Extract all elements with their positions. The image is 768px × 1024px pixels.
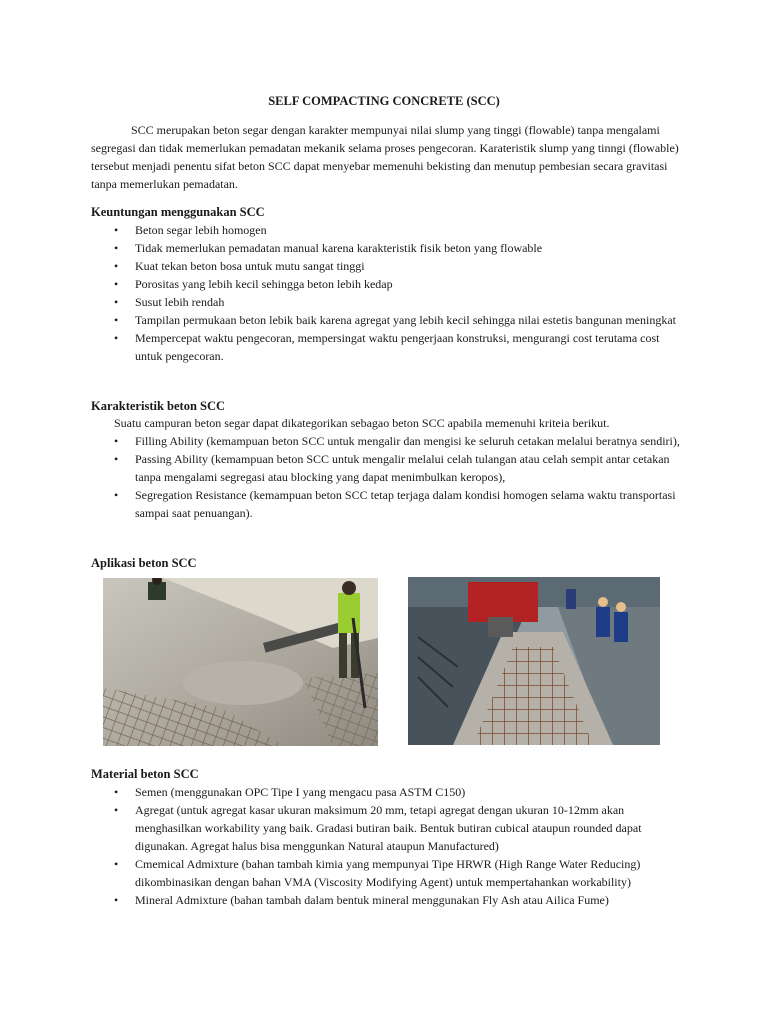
bullet-icon: • <box>114 223 119 237</box>
karakteristik-intro: Suatu campuran beton segar dapat dikategorikan sebagao beton SCC apabila memenuhi kriteia berikut. <box>114 416 610 430</box>
list-item: • Beton segar lebih homogen <box>114 223 267 237</box>
aplikasi-heading: Aplikasi beton SCC <box>91 556 197 570</box>
bullet-icon: • <box>114 893 119 907</box>
list-item: • Kuat tekan beton bosa untuk mutu sangat tinggi <box>114 259 365 273</box>
list-item: • Semen (menggunakan OPC Tipe I yang mengacu pasa ASTM C150) <box>114 785 466 799</box>
intro-paragraph: SCC merupakan beton segar dengan karakter mempunyai nilai slump yang tinggi (flowable) tanpa mengalami segregasi dan tidak memerlukan pemadatan mekanik selama proses pengecoran. Karateristik slump yang tinngi (flowable) tersebut menjadi penentu sifat beton SCC dapat menyebar memenuhi bekisting dan menutup pembesian secara gravitasi tanpa memerlukan pemadatan. <box>91 123 679 191</box>
rebar-bed-illustration <box>408 577 660 745</box>
list-item: • Passing Ability (kemampuan beton SCC untuk mengalir melalui celah tulangan atau celah sempit antar cetakan tanpa mengalami segregasi atau blocking yang dapat menimbulkan keropos), <box>114 452 670 484</box>
list-item: • Susut lebih rendah <box>114 295 225 309</box>
karakteristik-list <box>114 432 684 522</box>
list-item: • Mineral Admixture (bahan tambah dalam bentuk mineral menggunakan Fly Ash atau Ailica Fume) <box>114 893 609 907</box>
bullet-icon: • <box>114 488 119 502</box>
photo-concrete-pouring <box>103 578 378 746</box>
bullet-icon: • <box>114 259 119 273</box>
keuntungan-list <box>114 221 684 365</box>
bullet-icon: • <box>114 313 119 327</box>
keuntungan-heading: Keuntungan menggunakan SCC <box>91 205 265 219</box>
list-item: • Tampilan permukaan beton lebik baik karena agregat yang lebih kecil sehingga nilai estetis bangunan meningkat <box>114 313 676 327</box>
list-item: • Cmemical Admixture (bahan tambah kimia yang mempunyai Tipe HRWR (High Range Water Reducing) dikombinasikan dengan bahan VMA (Viscosity Modifying Agent) untuk mempertahankan workability) <box>114 857 641 889</box>
bullet-icon: • <box>114 331 119 345</box>
document-title: SELF COMPACTING CONCRETE (SCC) <box>268 94 500 108</box>
karakteristik-heading: Karakteristik beton SCC <box>91 399 226 413</box>
concrete-pouring-illustration <box>103 578 378 746</box>
bullet-icon: • <box>114 277 119 291</box>
list-item: • Segregation Resistance (kemampuan beton SCC tetap terjaga dalam kondisi homogen selama waktu transportasi sampai saat penuangan). <box>114 488 676 520</box>
list-item: • Filling Ability (kemampuan beton SCC untuk mengalir dan mengisi ke seluruh cetakan melalui beratnya sendiri), <box>114 434 680 448</box>
material-list <box>114 783 684 909</box>
bullet-icon: • <box>114 452 119 466</box>
material-heading: Material beton SCC <box>91 767 199 781</box>
bullet-icon: • <box>114 803 119 817</box>
bullet-icon: • <box>114 434 119 448</box>
bullet-icon: • <box>114 295 119 309</box>
list-item: • Tidak memerlukan pemadatan manual karena karakteristik fisik beton yang flowable <box>114 241 543 255</box>
bullet-icon: • <box>114 241 119 255</box>
bullet-icon: • <box>114 785 119 799</box>
list-item: • Porositas yang lebih kecil sehingga beton lebih kedap <box>114 277 393 291</box>
list-item: • Agregat (untuk agregat kasar ukuran maksimum 20 mm, tetapi agregat dengan ukuran 10-12mm akan menghasilkan workability yang baik. Gradasi butiran baik. Bentuk butiran cubical ataupun rounded dapat digunakan. Agregat halus bisa menggunkan Natural ataupun Manufactured) <box>114 803 642 853</box>
list-item: • Mempercepat waktu pengecoran, mempersingat waktu pengerjaan konstruksi, mengurangi cost terutama cost untuk pengecoran. <box>114 331 660 363</box>
bullet-icon: • <box>114 857 119 871</box>
photo-rebar-bed <box>408 577 660 745</box>
